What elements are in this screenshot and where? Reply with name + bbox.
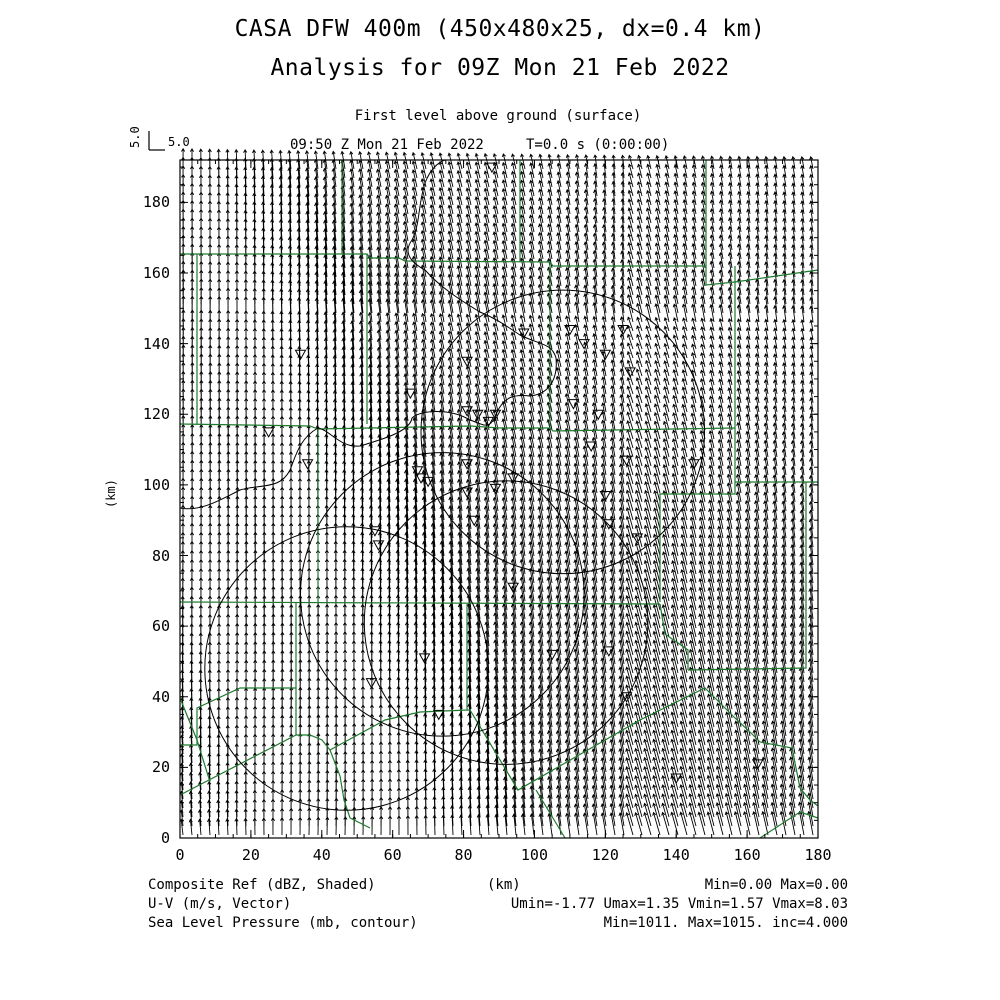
x-tick-label: 160 <box>733 846 761 864</box>
footer-left-2: U-V (m/s, Vector) <box>148 896 292 912</box>
y-tick-label: 20 <box>151 758 170 777</box>
y-tick-label: 80 <box>151 546 170 565</box>
x-tick-label: 40 <box>312 846 331 864</box>
ref-vector-label: 5.0 <box>168 135 190 149</box>
title-line-1: CASA DFW 400m (450x480x25, dx=0.4 km) <box>234 16 766 42</box>
x-tick-label: 20 <box>241 846 260 864</box>
station-marker <box>373 541 383 550</box>
x-tick-label: 120 <box>591 846 619 864</box>
y-tick-label: 160 <box>142 264 170 282</box>
x-tick-label: 80 <box>454 846 473 864</box>
y-tick-label: 180 <box>142 193 170 212</box>
ref-vector-vertical-label: 5.0 <box>128 126 142 148</box>
y-tick-label: 120 <box>142 405 170 424</box>
y-tick-label: 0 <box>160 829 170 847</box>
footer-left-3: Sea Level Pressure (mb, contour) <box>148 915 418 931</box>
footer-right-2: Umin=-1.77 Umax=1.35 Vmin=1.57 Vmax=8.03 <box>510 896 848 912</box>
x-tick-label: 180 <box>804 846 832 864</box>
radar-range-ring <box>205 527 489 811</box>
y-axis-label: (km) <box>104 479 118 508</box>
y-tick-label: 100 <box>142 475 170 494</box>
station-marker <box>296 350 306 359</box>
x-axis-label: (km) <box>487 877 521 893</box>
footer-right-3: Min=1011. Max=1015. inc=4.000 <box>603 915 848 931</box>
time-label: 09:50 Z Mon 21 Feb 2022 T=0.0 s (0:00:00) <box>290 137 670 153</box>
title-line-2: Analysis for 09Z Mon 21 Feb 2022 <box>270 55 730 81</box>
footer-right-1: Min=0.00 Max=0.00 <box>704 877 848 893</box>
x-tick-label: 0 <box>175 846 185 864</box>
station-marker <box>303 460 313 469</box>
footer-left-1: Composite Ref (dBZ, Shaded) <box>148 877 376 893</box>
y-tick-label: 40 <box>151 687 170 706</box>
radar-range-ring <box>421 290 705 574</box>
y-tick-label: 60 <box>151 617 170 636</box>
level-label: First level above ground (surface) <box>354 108 642 124</box>
reference-vector <box>149 131 165 150</box>
x-tick-label: 60 <box>383 846 402 864</box>
x-tick-label: 140 <box>662 846 690 864</box>
x-tick-label: 100 <box>520 846 548 864</box>
y-tick-label: 140 <box>142 334 170 353</box>
